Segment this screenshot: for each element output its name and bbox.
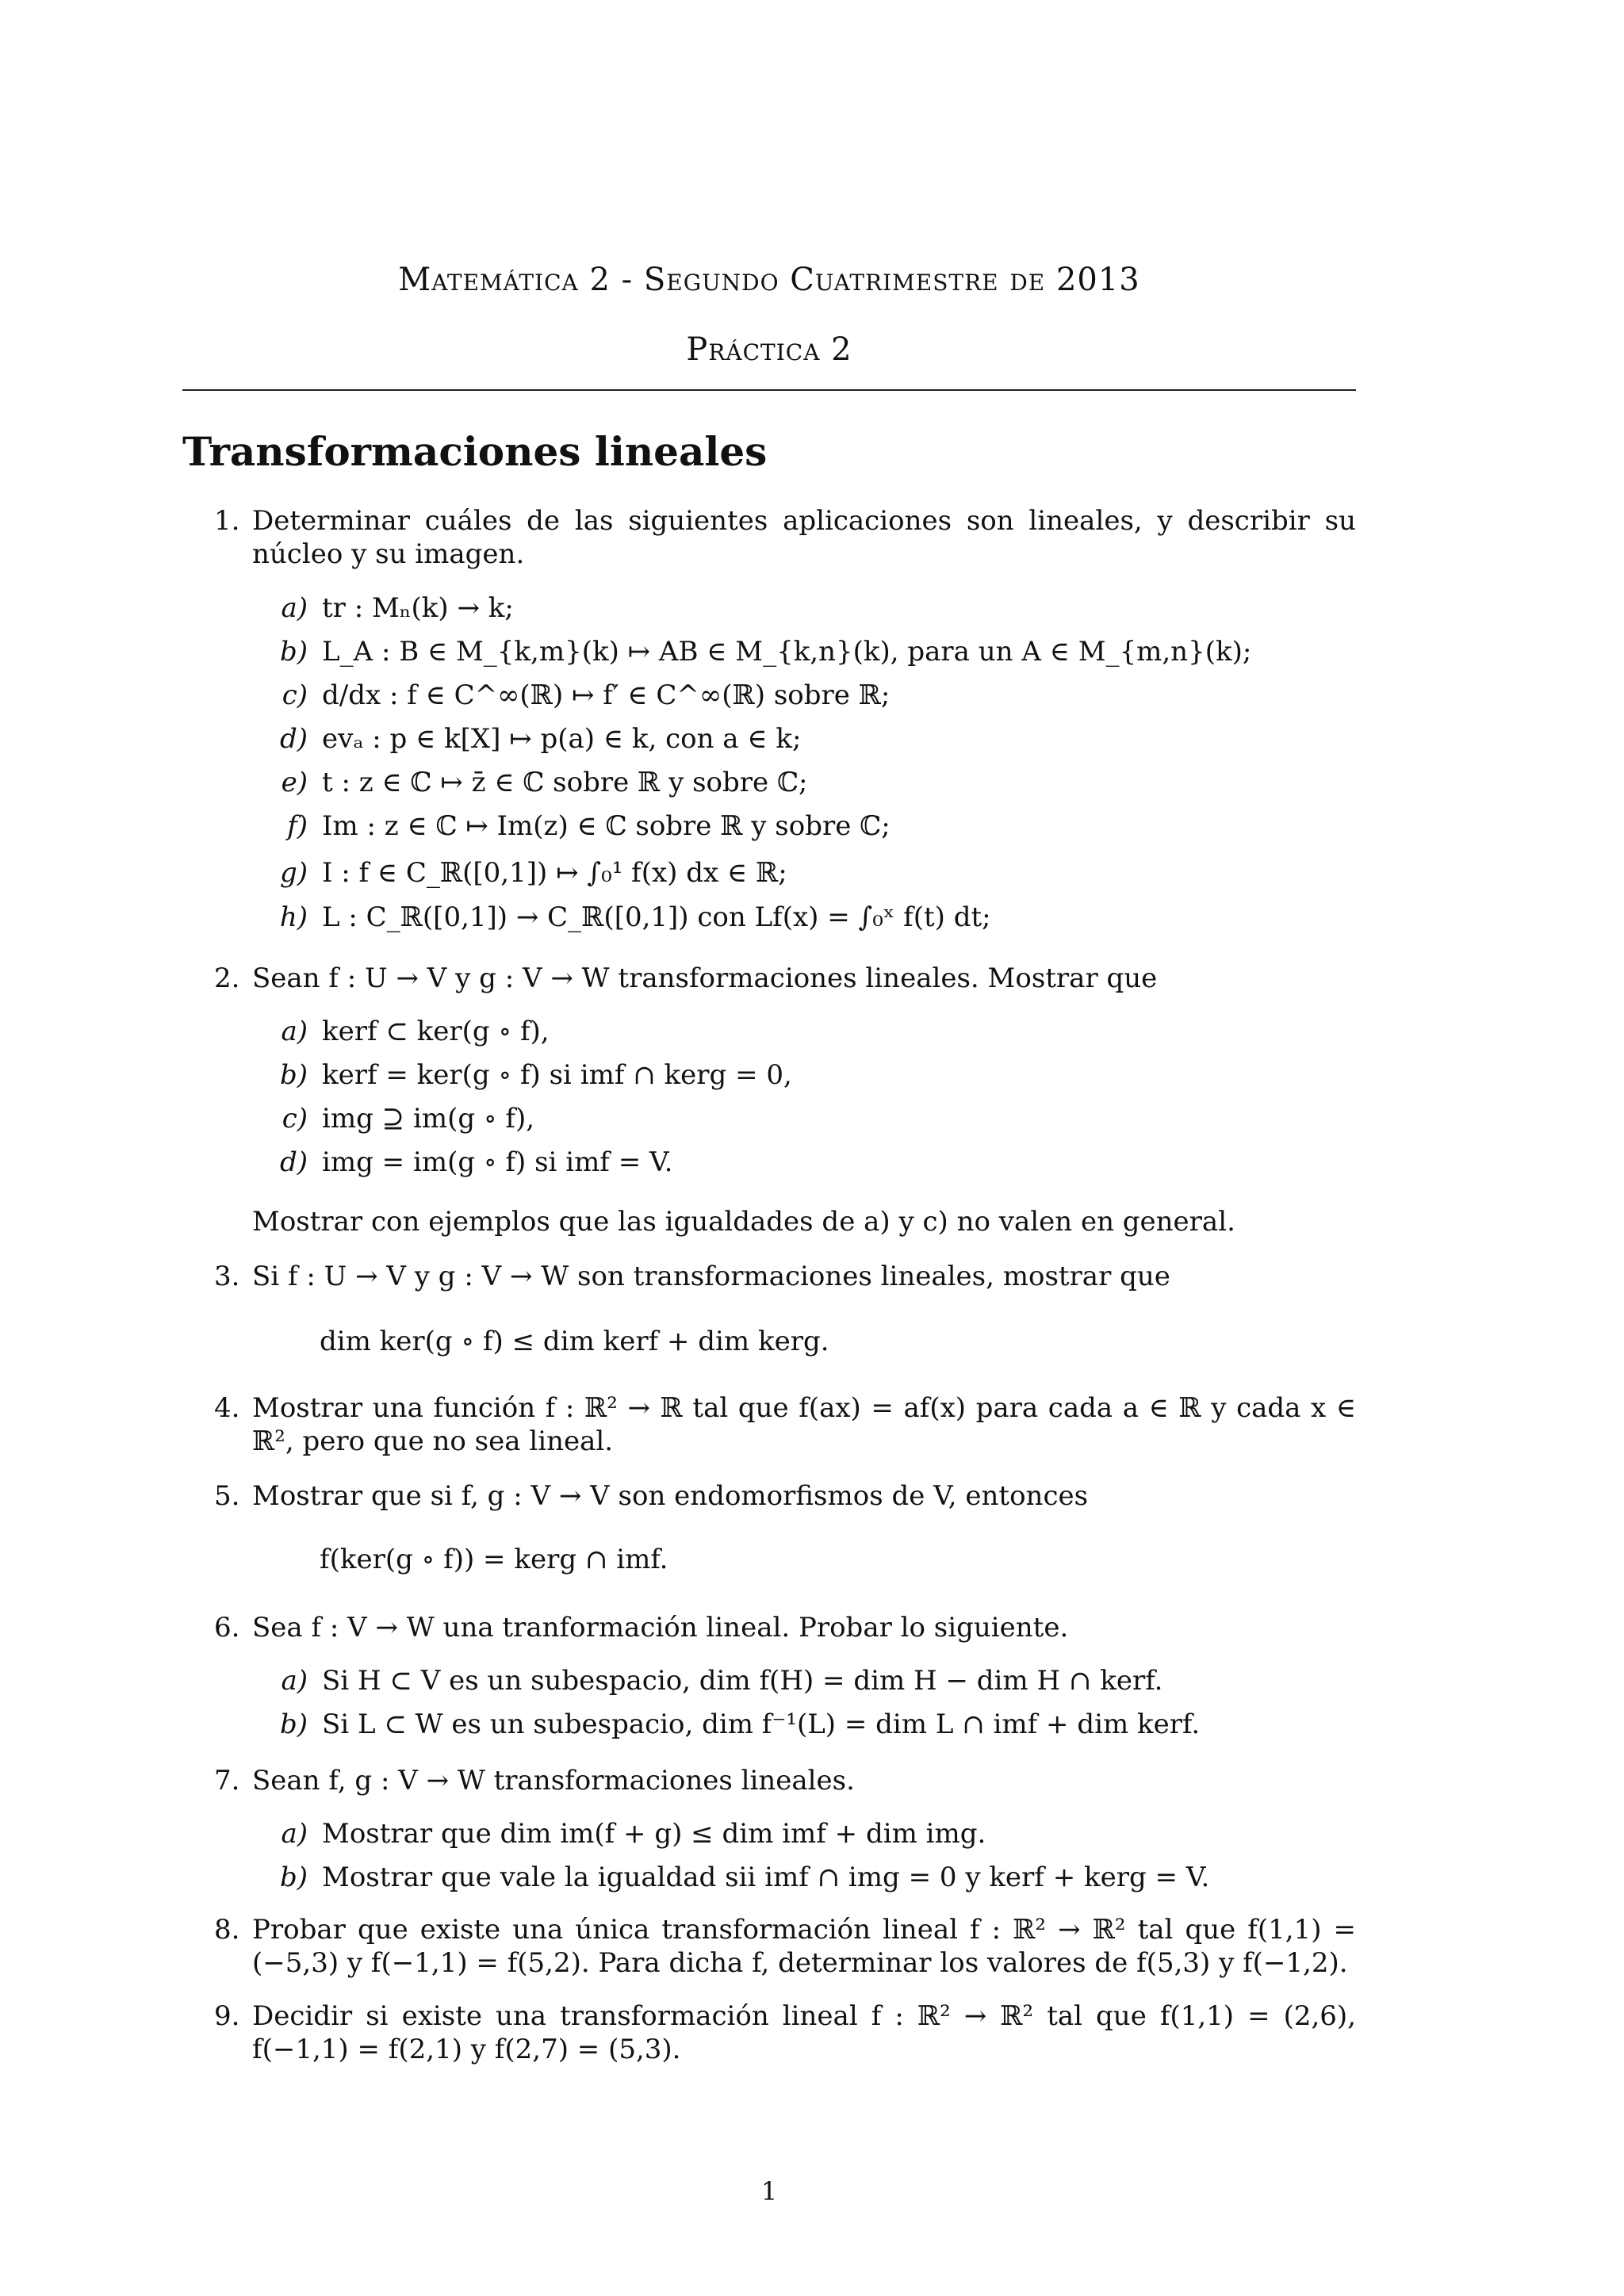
exercise-2-item-b: b) kerf = ker(g ∘ f) si imf ∩ kerg = 0, — [279, 1059, 792, 1091]
exercise-number: 4. — [214, 1392, 240, 1424]
exercise-6-item-a: a) Si H ⊂ V es un subespacio, dim f(H) = dim H − dim H ∩ kerf. — [281, 1665, 1163, 1697]
exercise-number: 9. — [214, 2000, 240, 2032]
exercise-1-item-b: b) L_A : B ∈ M_{k,m}(k) ↦ AB ∈ M_{k,n}(k), para un A ∈ M_{m,n}(k); — [279, 636, 1252, 668]
exercise-number: 1. — [214, 505, 240, 537]
exercise-2-item-c: c) img ⊇ im(g ∘ f), — [282, 1103, 535, 1135]
section-title: Transformaciones lineales — [182, 428, 768, 475]
exercise-2-item-d: d) img = im(g ∘ f) si imf = V. — [279, 1146, 673, 1178]
exercise-8 — [182, 1913, 1356, 1980]
exercise-number: 6. — [214, 1612, 240, 1644]
exercise-5 — [182, 1479, 1356, 1513]
exercise-text: Mostrar una función f : ℝ² → ℝ tal que f(ax) = af(x) para cada a ∈ ℝ y cada x ∈ ℝ², pero que no sea lineal. — [252, 1392, 1356, 1457]
exercise-1-item-a: a) tr : Mₙ(k) → k; — [281, 592, 514, 624]
course-header: Matemática 2 - Segundo Cuatrimestre de 2013 — [398, 262, 1140, 298]
exercise-4 — [182, 1391, 1356, 1458]
exercise-9 — [182, 1999, 1356, 2066]
exercise-2-note: Mostrar con ejemplos que las igualdades de a) y c) no valen en general. — [252, 1206, 1235, 1238]
exercise-text: Si f : U → V y g : V → W son transformaciones lineales, mostrar que — [252, 1261, 1170, 1292]
exercise-5-display: f(ker(g ∘ f)) = kerg ∩ imf. — [320, 1544, 668, 1575]
exercise-1-item-f: f) Im : z ∈ ℂ ↦ Im(z) ∈ ℂ sobre ℝ y sobre ℂ; — [287, 810, 891, 842]
exercise-text: Sean f : U → V y g : V → W transformaciones lineales. Mostrar que — [252, 962, 1158, 994]
exercise-6 — [182, 1611, 1356, 1644]
exercise-3 — [182, 1260, 1356, 1293]
exercise-text: Decidir si existe una transformación lineal f : ℝ² → ℝ² tal que f(1,1) = (2,6), f(−1,1) = f(2,1) y f(2,7) = (5,3). — [252, 2000, 1356, 2065]
exercise-7-item-a: a) Mostrar que dim im(f + g) ≤ dim imf + dim img. — [281, 1818, 986, 1850]
exercise-text: Sea f : V → W una tranformación lineal. Probar lo siguiente. — [252, 1612, 1069, 1644]
exercise-number: 3. — [214, 1261, 240, 1292]
header-rule — [182, 389, 1356, 391]
exercise-number: 5. — [214, 1480, 240, 1512]
page-number: 1 — [760, 2176, 778, 2206]
exercise-7-item-b: b) Mostrar que vale la igualdad sii imf ∩ img = 0 y kerf + kerg = V. — [279, 1862, 1210, 1893]
exercise-text: Mostrar que si f, g : V → V son endomorfismos de V, entonces — [252, 1480, 1089, 1512]
exercise-text: Probar que existe una única transformación lineal f : ℝ² → ℝ² tal que f(1,1) = (−5,3) y f(−1,1) = f(5,2). Para dicha f, determinar los valores de f(5,3) y f(−1,2). — [252, 1914, 1356, 1979]
exercise-2 — [182, 962, 1356, 995]
exercise-1-item-c: c) d/dx : f ∈ C^∞(ℝ) ↦ f′ ∈ C^∞(ℝ) sobre ℝ; — [282, 679, 891, 711]
exercise-text: Determinar cuáles de las siguientes aplicaciones son lineales, y describir su núcleo y su imagen. — [252, 505, 1356, 570]
exercise-3-display: dim ker(g ∘ f) ≤ dim kerf + dim kerg. — [320, 1326, 829, 1357]
exercise-number: 8. — [214, 1914, 240, 1946]
exercise-1-item-d: d) evₐ : p ∈ k[X] ↦ p(a) ∈ k, con a ∈ k; — [279, 723, 802, 755]
exercise-1-item-g: g) I : f ∈ C_ℝ([0,1]) ↦ ∫₀¹ f(x) dx ∈ ℝ; — [279, 857, 787, 889]
exercise-1-item-h: h) L : C_ℝ([0,1]) → C_ℝ([0,1]) con Lf(x) = ∫₀ˣ f(t) dt; — [279, 901, 991, 933]
practice-header: Práctica 2 — [686, 331, 852, 368]
exercise-2-item-a: a) kerf ⊂ ker(g ∘ f), — [281, 1016, 550, 1047]
exercise-1 — [182, 504, 1356, 571]
exercise-7 — [182, 1764, 1356, 1797]
exercise-text: Sean f, g : V → W transformaciones lineales. — [252, 1765, 855, 1797]
exercise-1-item-e: e) t : z ∈ ℂ ↦ z̄ ∈ ℂ sobre ℝ y sobre ℂ; — [281, 767, 808, 798]
exercise-6-item-b: b) Si L ⊂ W es un subespacio, dim f⁻¹(L) = dim L ∩ imf + dim kerf. — [279, 1709, 1201, 1740]
exercise-number: 2. — [214, 962, 240, 994]
exercise-number: 7. — [214, 1765, 240, 1797]
